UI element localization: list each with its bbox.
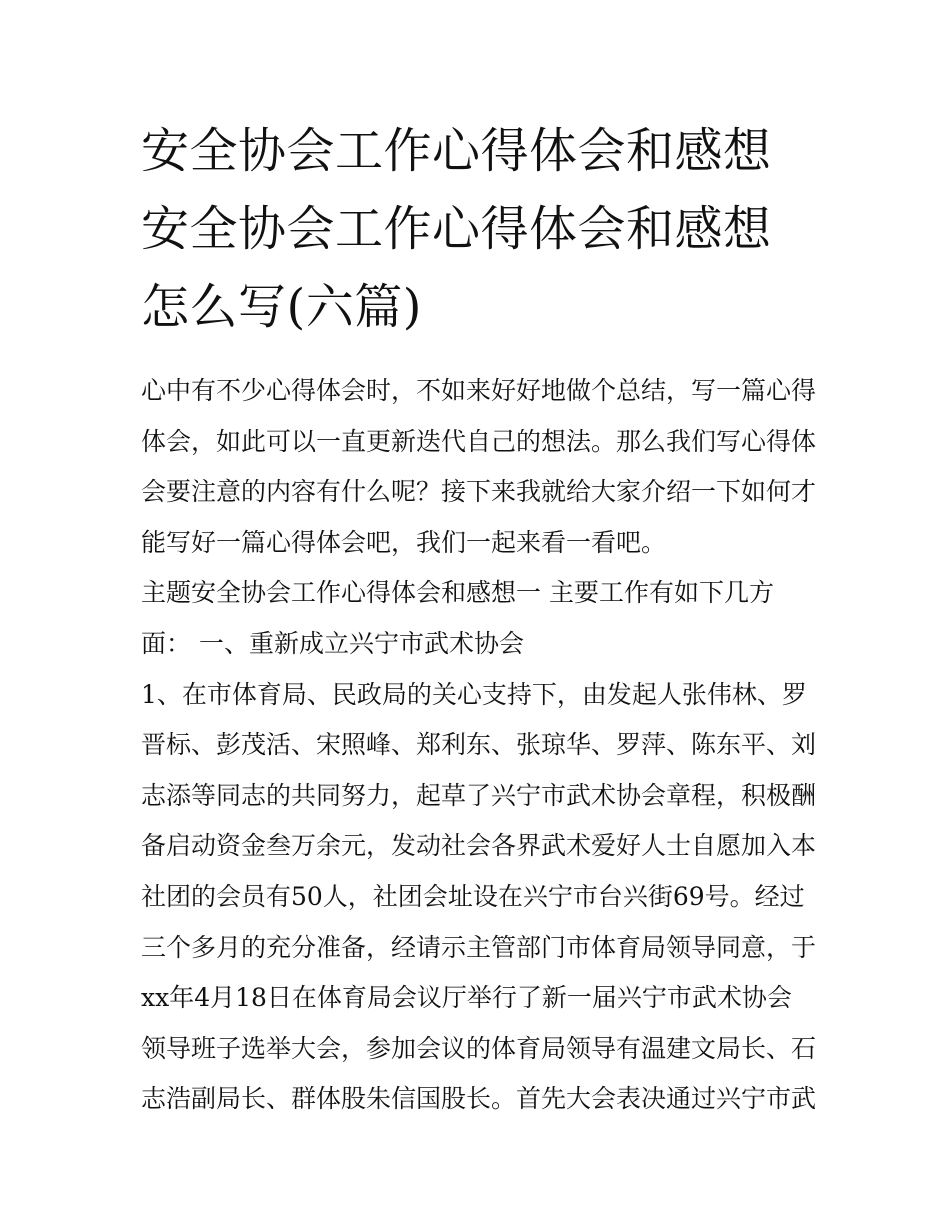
document-page xyxy=(141,112,821,1125)
body-line: 备启动资金叁万余元，发动社会各界武术爱好人士自愿加入本 xyxy=(141,831,817,861)
body-line: 三个多月的充分准备，经请示主管部门市体育局领导同意，于 xyxy=(141,932,817,962)
body-line: 1、在市体育局、民政局的关心支持下，由发起人张伟林、罗 xyxy=(141,679,807,709)
body-line: 心中有不少心得体会时，不如来好好地做个总结，写一篇心得 xyxy=(141,376,817,405)
body-line: 领导班子选举大会，参加会议的体育局领导有温建文局长、石 xyxy=(141,1033,817,1063)
body-line: 体会，如此可以一直更新迭代自己的想法。那么我们写心得体 xyxy=(141,426,817,456)
body-line: 能写好一篇心得体会吧，我们一起来看一看吧。 xyxy=(141,527,667,557)
document-body xyxy=(141,366,821,1125)
document-title xyxy=(141,112,821,346)
title-line: 怎么写(六篇) xyxy=(141,279,422,335)
body-line: 晋标、彭茂活、宋照峰、郑利东、张琼华、罗萍、陈东平、刘 xyxy=(141,730,817,760)
body-line: 会要注意的内容有什么呢？接下来我就给大家介绍一下如何才 xyxy=(141,477,817,507)
title-line: 安全协会工作心得体会和感想 xyxy=(141,123,772,179)
body-line: 志添等同志的共同努力，起草了兴宁市武术协会章程，积极酬 xyxy=(141,780,817,810)
body-line: 面： 一、重新成立兴宁市武术协会 xyxy=(141,628,524,658)
title-line: 安全协会工作心得体会和感想 xyxy=(141,201,772,257)
body-line: 主题安全协会工作心得体会和感想一 主要工作有如下几方 xyxy=(141,578,774,608)
body-line: 志浩副局长、群体股朱信国股长。首先大会表决通过兴宁市武 xyxy=(141,1084,817,1114)
body-line: xx年4月18日在体育局会议厅举行了新一届兴宁市武术协会 xyxy=(141,983,792,1013)
body-line: 社团的会员有50人，社团会址设在兴宁市台兴街69号。经过 xyxy=(141,881,805,911)
